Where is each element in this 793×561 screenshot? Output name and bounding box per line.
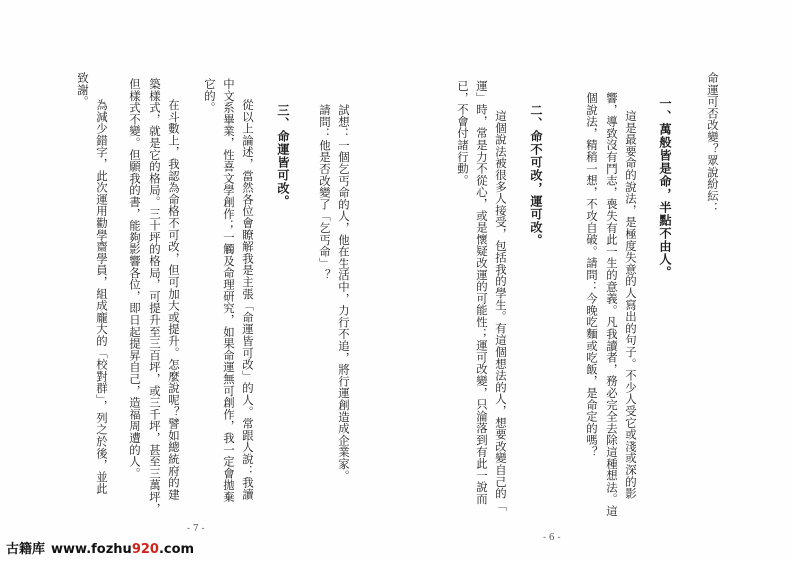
paragraph-line: 這個說法被很多人接受，包括我的學生。有這個想法的人，想要改變自己的「	[494, 110, 508, 512]
intro-line: 命運可否改變？眾說紛紜：	[706, 72, 720, 214]
paragraph-line: 中文系畢業，性喜文學創作；一觸及命理研究，如果命運無可創作，我一定會拋棄	[222, 78, 236, 503]
paragraph-line: 運」時，常是力不從心，或是懷疑改運的可能性；運可改變，只淪落到有此一說而	[475, 80, 489, 505]
heading-3: 三、命運皆可改。	[276, 104, 290, 208]
watermark-url	[51, 542, 194, 557]
paragraph-line: 為減少錯字，此次運用勸學齋學員，組成龐大的「校對群」，列之於後，並此	[95, 99, 109, 495]
watermark-url-number: 920	[131, 542, 159, 557]
paragraph-line: 在斗數上，我認為命格不可改，但可加大或提升。怎麼說呢？譬如總統府的建	[167, 99, 181, 501]
paragraph-line: 從以上論述，當然各位會瞭解我是主張「命運皆可改」的人。常跟人說：我讀	[241, 99, 255, 501]
page-number-left: - 7 -	[187, 524, 205, 534]
watermark-url-prefix: www.fozhu	[51, 542, 132, 557]
paragraph-line: 個說法，精稍一想，不攻自破。請問：今晚吃麵或吃飯，是命定的嗎？	[585, 92, 599, 458]
watermark-url-suffix: .com	[158, 542, 195, 557]
paragraph-line: 請問：他是否改變了「乞丐命」？	[318, 104, 332, 281]
heading-1: 一、萬般皆是命，半點不由人。	[658, 97, 672, 279]
site-watermark	[6, 538, 194, 557]
page-number-right: - 6 -	[543, 533, 561, 543]
paragraph-line: 它的。	[203, 78, 217, 114]
paragraph-line: 致謝。	[76, 72, 90, 108]
paragraph-line: 試想：一個乞丐命的人，他在生活中，力行不追，將行運創造成企業家。	[337, 104, 351, 482]
heading-2: 二、命不可改，運可改。	[529, 104, 543, 247]
paragraph-line: 響，導致沒有鬥志，喪失有此一生的意義。凡我讀者，務必完全去除這種想法。這	[605, 92, 619, 517]
paragraph-line: 但樣式不變。但願我的書，能夠影響各位，即日起提昇自己，造福周遭的人。	[128, 78, 142, 480]
paragraph-line: 這是最要命的說法，是極度失意的人寫出的句子。不少人受它或淺或深的影	[624, 110, 638, 500]
watermark-site-name: 古籍库	[6, 542, 46, 557]
paragraph-line: 築樣式，就是它的格局。三十坪的格局，可提升至三百坪，或三千坪，甚至三萬坪，	[148, 78, 162, 515]
paragraph-line: 已，不會付諸行動。	[456, 80, 470, 187]
